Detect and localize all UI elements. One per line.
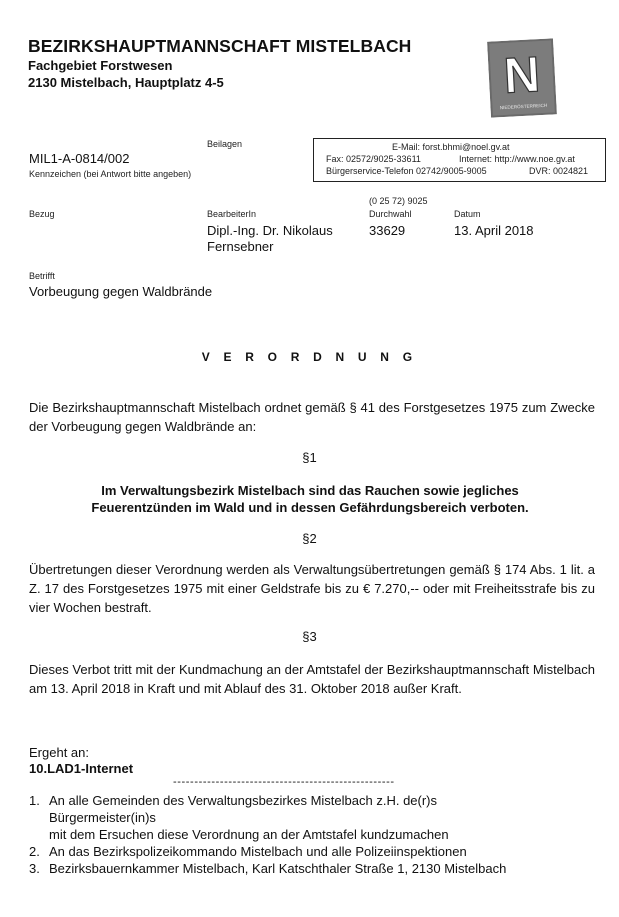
list-item-text: An alle Gemeinden des Verwaltungsbezirkes Mistelbach z.H. de(r)s — [49, 793, 438, 808]
contact-internet: Internet: http://www.noe.gv.at — [459, 154, 575, 164]
subject-label: Betrifft — [29, 271, 55, 281]
bearbeiter-name-line1: Dipl.-Ing. Dr. Nikolaus — [207, 223, 333, 238]
section-1-title: §1 — [302, 450, 317, 465]
bearbeiter-label: BearbeiterIn — [207, 209, 257, 219]
distribution-separator: ---------------------------------------------------- — [173, 776, 395, 788]
section-2-title: §2 — [302, 531, 317, 546]
section-3-text: Dieses Verbot tritt mit der Kundmachung an der Amtstafel der Bezirkshauptmannschaft Mistelbach am 13. April 2018 in Kraft und mit Ablauf des 31. Oktober 2018 außer Kraft. — [29, 662, 595, 696]
section-1-line2: Feuerentzünden im Wald und in dessen Gefährdungsbereich verboten. — [91, 500, 529, 515]
section-3-title: §3 — [302, 629, 317, 644]
document-heading: V E R O R D N U N G — [201, 350, 418, 364]
section-2-text: Übertretungen dieser Verordnung werden als Verwaltungsübertretungen gemäß § 174 Abs. 1 lit. a Z. 17 des Forstgesetzes 1975 mit einer Geldstrafe bis zu € 7.270,-- oder mit Freiheitsstrafe bis zu vier Wochen bestraft. — [29, 562, 595, 615]
logo-letter: N — [502, 46, 542, 104]
durchwahl-value: 33629 — [369, 223, 406, 238]
distribution-label: Ergeht an: — [29, 745, 89, 760]
datum-value: 13. April 2018 — [454, 223, 534, 238]
intro-paragraph: Die Bezirkshauptmannschaft Mistelbach ordnet gemäß § 41 des Forstgesetzes 1975 zum Zwecke der Vorbeugung gegen Waldbrände an: — [29, 400, 595, 434]
file-number-hint: Kennzeichen (bei Antwort bitte angeben) — [29, 169, 192, 179]
noe-logo-icon — [487, 38, 557, 117]
phone-prefix: (0 25 72) 9025 — [369, 196, 428, 206]
bezug-label: Bezug — [29, 209, 55, 219]
datum-label: Datum — [454, 209, 481, 219]
contact-box — [313, 138, 606, 182]
list-item-number: 1. — [29, 793, 40, 808]
list-item-text: mit dem Ersuchen diese Verordnung an der Amtstafel kundzumachen — [49, 827, 449, 842]
durchwahl-label: Durchwahl — [369, 209, 412, 219]
contact-service-phone: Bürgerservice-Telefon 02742/9005-9005 — [326, 166, 487, 176]
department-name: Fachgebiet Forstwesen — [28, 58, 173, 73]
list-item-text: An das Bezirkspolizeikommando Mistelbach und alle Polizeiinspektionen — [49, 844, 467, 859]
list-item-text: Bürgermeister(in)s — [49, 810, 156, 825]
subject-text: Vorbeugung gegen Waldbrände — [29, 284, 213, 299]
distribution-first: 10.LAD1-Internet — [29, 761, 134, 776]
file-number: MIL1-A-0814/002 — [29, 151, 130, 166]
section-1-line1: Im Verwaltungsbezirk Mistelbach sind das Rauchen sowie jegliches — [101, 483, 519, 498]
contact-dvr: DVR: 0024821 — [529, 166, 589, 176]
list-item-text: Bezirksbauernkammer Mistelbach, Karl Katschthaler Straße 1, 2130 Mistelbach — [49, 861, 507, 876]
bearbeiter-name-line2: Fernsebner — [207, 239, 274, 254]
list-item-number: 2. — [29, 844, 40, 859]
authority-address: 2130 Mistelbach, Hauptplatz 4-5 — [28, 75, 224, 90]
contact-email: E-Mail: forst.bhmi@noel.gv.at — [392, 142, 510, 152]
authority-title: BEZIRKSHAUPTMANNSCHAFT MISTELBACH — [28, 36, 412, 56]
list-item-number: 3. — [29, 861, 40, 876]
beilagen-label: Beilagen — [207, 139, 243, 149]
contact-fax: Fax: 02572/9025-33611 — [326, 154, 421, 164]
logo-text: NIEDERÖSTERREICH — [499, 102, 548, 111]
